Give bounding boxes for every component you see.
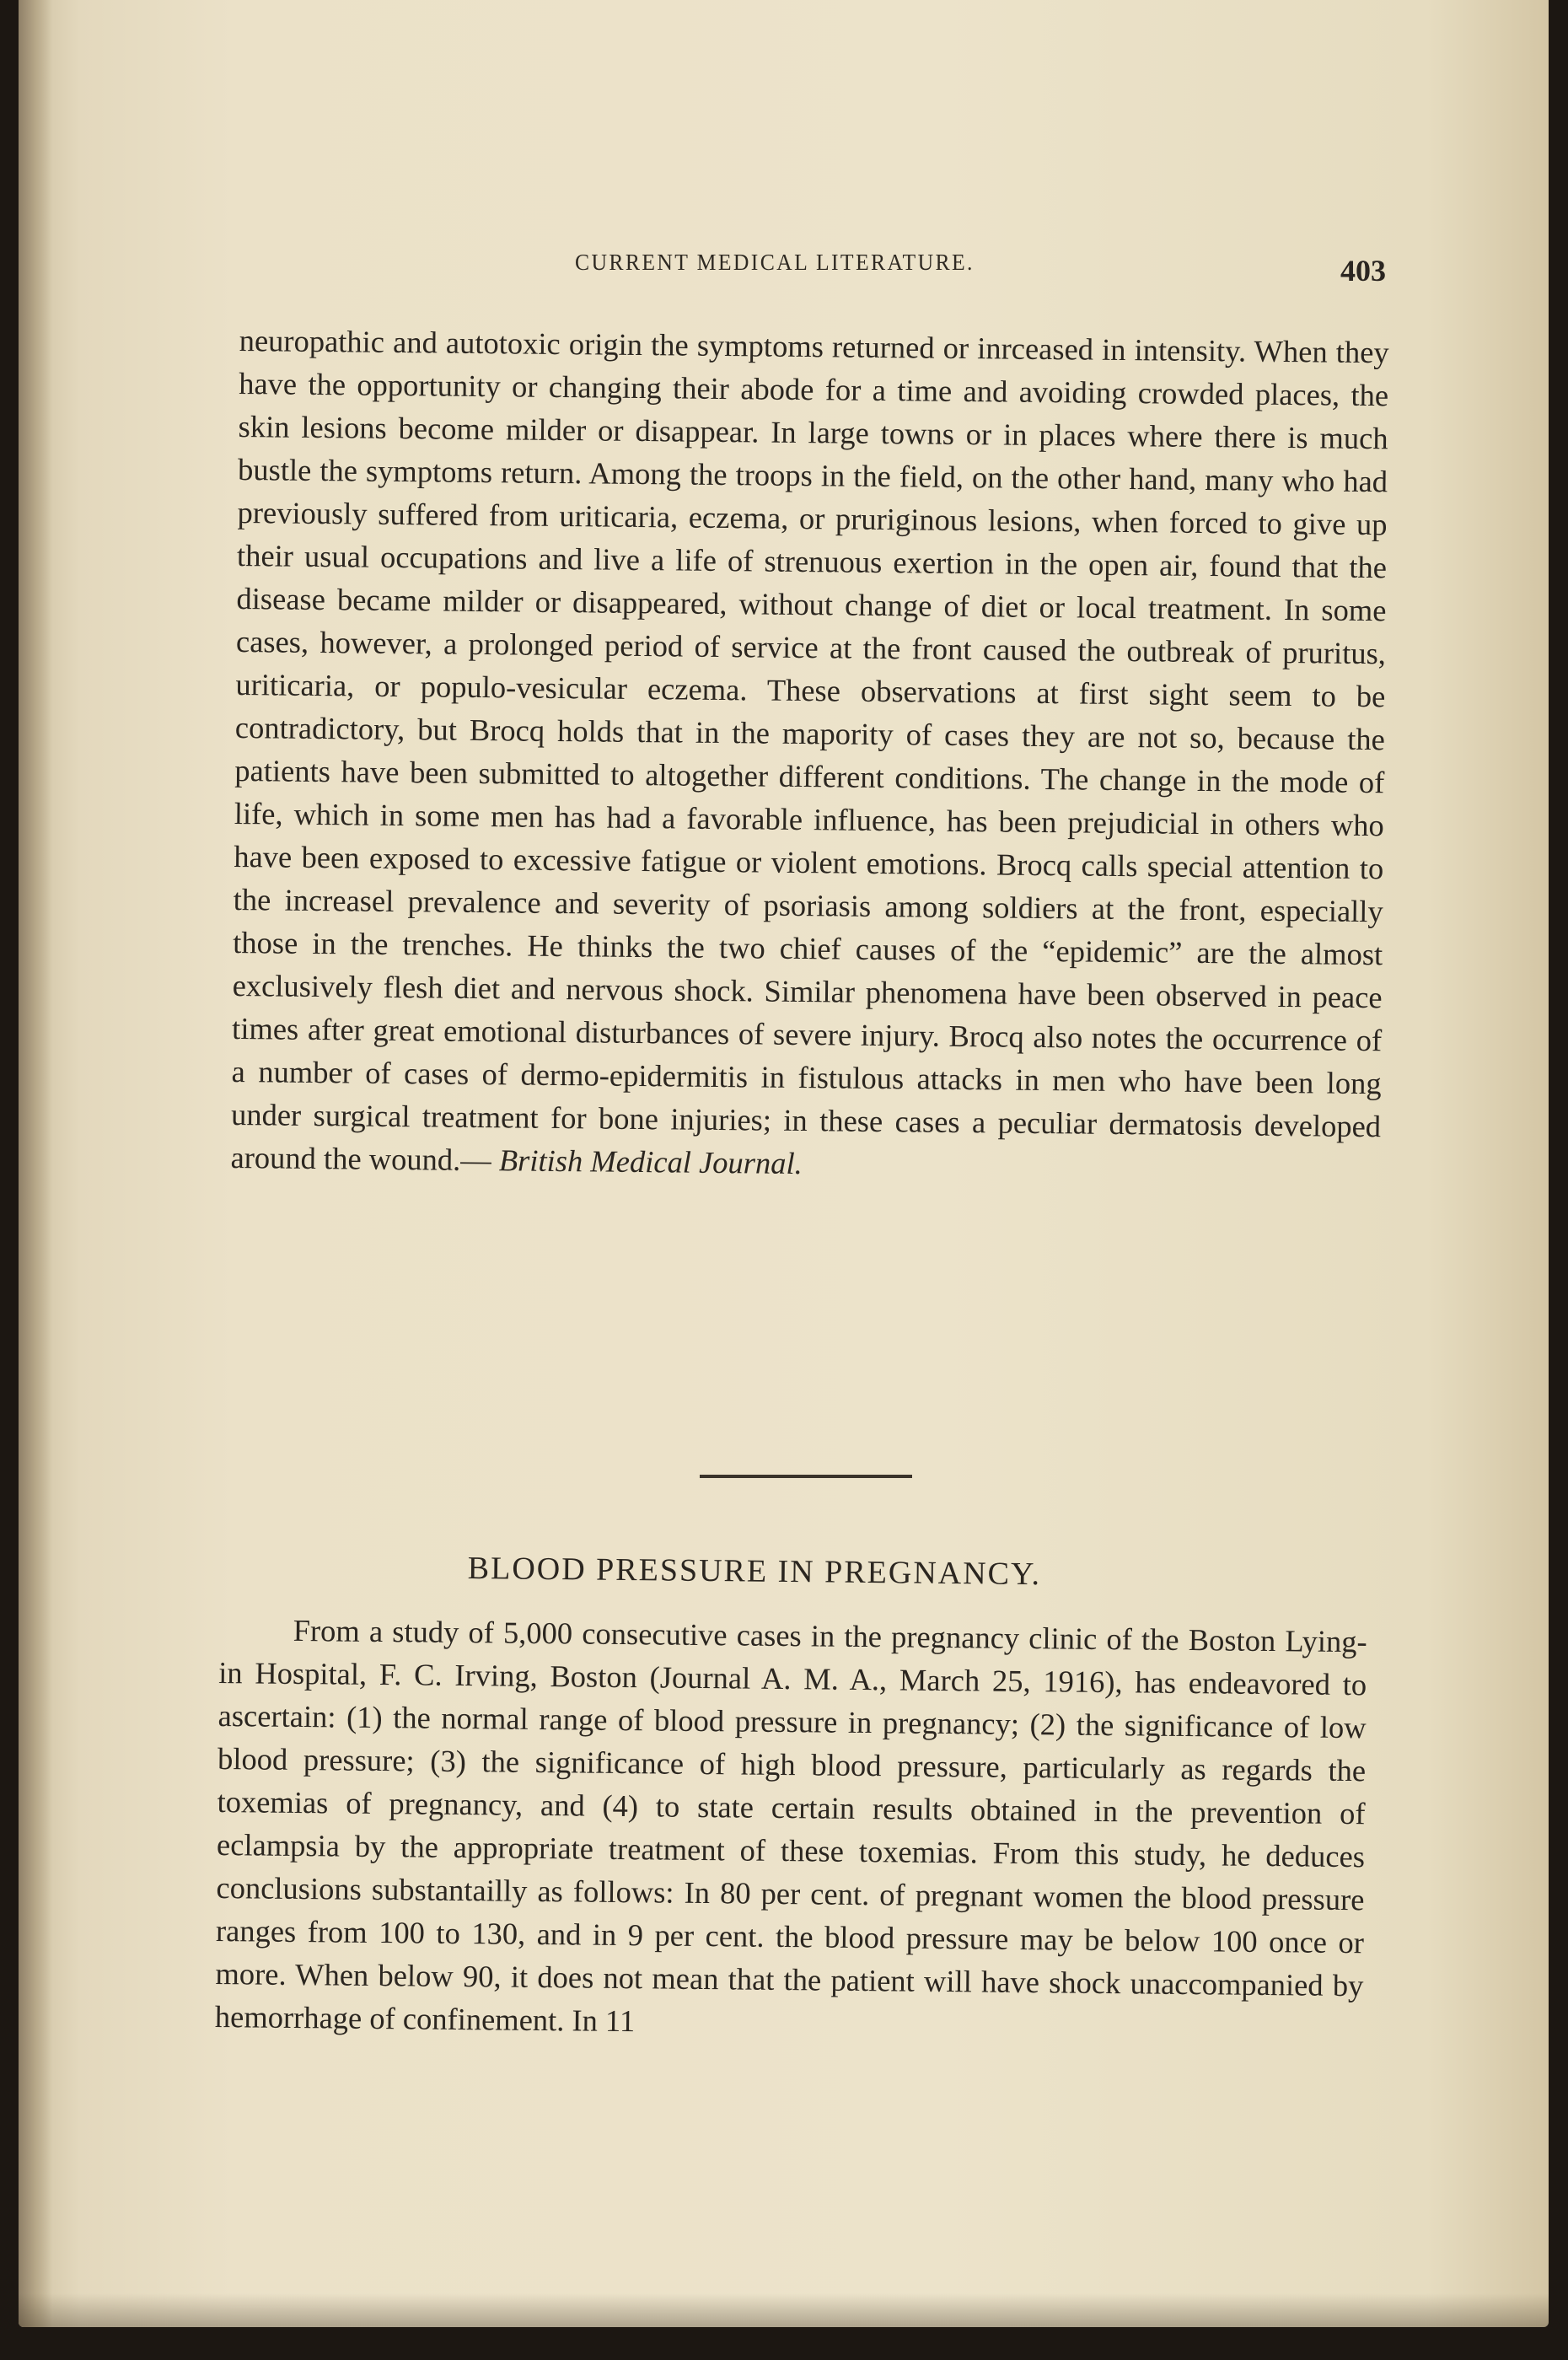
running-header: CURRENT MEDICAL LITERATURE. — [575, 250, 975, 275]
page-binding-shadow — [19, 0, 52, 2327]
continued-paragraph-text: neuropathic and autotoxic origin the symptoms returned or inrceased in intensity. When they have the opportunity or changing their abode for a time and avoiding crowded places, the skin lesions become milder or disappear. In large towns or in places where there is much bustle the symptoms return. Among the troops in the field, on the other hand, many who had previously suffered from uriticaria, eczema, or pruriginous lesions, when forced to give up their usual occupations and live a life of strenuous exertion in the open air, found that the disease became milder or disappeared, without change of diet or local treatment. In some cases, however, a prolonged period of service at the front caused the outbreak of pruritus, uriticaria, or populo-vesicular eczema. These observations at first sight seem to be contradictory, but Brocq holds that in the mapority of cases they are not so, because the patients have been submitted to altogether different conditions. The change in the mode of life, which in some men has had a favorable influence, has been prejudicial in others who have been exposed to excessive fatigue or violent emotions. Brocq calls special attention to the increasel prevalence and severity of psoriasis among soldiers at the front, especially those in the trenches. He thinks the two chief causes of the “epidemic” are the almost exclusively flesh diet and nervous shock. Similar phenomena have been observed in peace times after great emotional disturbances of severe injury. Brocq also notes the occurrence of a number of cases of dermo-epidermitis in fistulous attacks in men who have been long under surgical treatment for bone injuries; in these cases a peculiar dermatosis developed around the wound.— — [230, 322, 1389, 1178]
journal-citation: British Medical Journal. — [498, 1142, 803, 1181]
page-number: 403 — [1340, 254, 1386, 288]
section-heading: BLOOD PRESSURE IN PREGNANCY. — [467, 1551, 1042, 1593]
book-page — [19, 0, 1549, 2327]
section-paragraph: From a study of 5,000 consecutive cases in the pregnancy clinic of the Boston Lying-in Hospital, F. C. Irving, Boston (Journal A. M. A., March 25, 1916), has endeavored to ascertain: (1) the normal range of blood pressure in pregnancy; (2) the significance of low blood pressure; (3) the significance of high blood pressure, particularly as regards the toxemias of pregnancy, and (4) to state certain results obtained in the prevention of eclampsia by the appropriate treatment of these toxemias. From this study, he deduces conclusions substantailly as follows: In 80 per cent. of pregnant women the blood pressure ranges from 100 to 130, and in 9 per cent. the blood pressure may be below 100 once or more. When below 90, it does not mean that the patient will have shock unaccompanied by hemorrhage of confinement. In 11 — [214, 1612, 1367, 2039]
page-bottom-shadow — [19, 2293, 1549, 2327]
continued-paragraph — [230, 319, 1389, 1191]
section-divider — [700, 1475, 912, 1478]
continued-article — [230, 319, 1389, 1191]
